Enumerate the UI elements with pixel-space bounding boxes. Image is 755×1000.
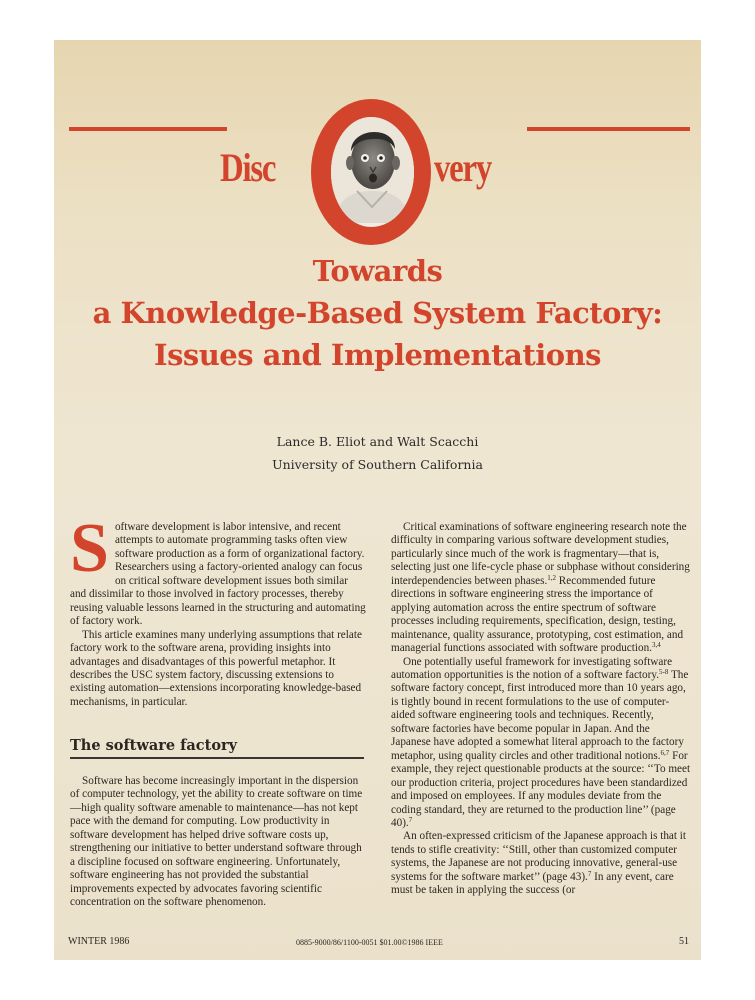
text: For example, they reject questionable products at the source: ‘‘To meet our production criteria, project procedures have been standardized and imposed on employees. If any modules deviate from the coding standard, they are returned to the production line’’ (page 40). bbox=[391, 749, 691, 829]
boy-portrait-photo bbox=[327, 111, 417, 223]
citation: 3,4 bbox=[651, 641, 661, 650]
text: One potentially useful framework for investigating software automation opportunities is the notion of a software factory. bbox=[391, 655, 673, 681]
header-word-left: Disc bbox=[220, 145, 276, 190]
affiliation: University of Southern California bbox=[272, 457, 483, 472]
article-title-line-3: Issues and Implementations bbox=[154, 338, 601, 372]
citation: 1,2 bbox=[547, 573, 556, 582]
text: In any event, care must be taken in applying the success (or bbox=[391, 870, 674, 897]
article-title-line-2: a Knowledge-Based System Factory: bbox=[92, 296, 663, 330]
body-paragraph: Software has become increasingly important in the dispersion of computer technology, yet the ability to create software on time—high quality software amenable to maintenance—has not kept pace with the demand for computing. Low productivity in software development has helped drive software costs up, strengthening our initiative to better understand software through a discipline focused on software engineering. Unfortunately, software engineering has not provided the substantial improvements expected by advocates favoring scientific concentration on the software phenomenon. bbox=[70, 775, 363, 909]
citation: 6,7 bbox=[660, 748, 670, 757]
right-body bbox=[391, 521, 691, 898]
text: Recommended future directions in software engineering stress the importance of applying automation across the entire spectrum of software processes including requirements, specification, design, testing, maintenance, quality assurance, prototyping, cost estimation, and managerial functions associated with software production. bbox=[391, 574, 684, 655]
abstract bbox=[70, 510, 366, 709]
header-rule-left bbox=[69, 127, 227, 131]
header-rule-right bbox=[527, 127, 690, 131]
section-heading: The software factory bbox=[70, 737, 238, 754]
authors: Lance B. Eliot and Walt Scacchi bbox=[276, 434, 479, 449]
right-paragraph-1 bbox=[391, 521, 691, 656]
drop-cap: S bbox=[70, 510, 109, 587]
header-word-right: very bbox=[434, 145, 492, 190]
right-paragraph-2 bbox=[391, 656, 691, 831]
footer-issue: WINTER 1986 bbox=[68, 936, 130, 947]
citation: 7 bbox=[587, 869, 592, 878]
footer-copyright: 0885-9000/86/1100-0051 $01.00©1986 IEEE bbox=[296, 938, 443, 947]
article-title-line-1: Towards bbox=[312, 254, 443, 288]
text: An often-expressed criticism of the Japanese approach is that it tends to stifle creativity: ‘‘Still, other than customized computer systems, the Japanese are not producing innovative, general-use systems for the software market’’ (page 43). bbox=[391, 830, 687, 883]
page-number: 51 bbox=[679, 936, 689, 947]
section-heading-rule bbox=[70, 757, 364, 759]
left-body bbox=[70, 775, 366, 910]
text: Critical examinations of software engineering research note the difficulty in comparing various software development studies, particularly since much of the work is fragmentary—that is, selecting just one life-cycle phase or subphase without considering interdependencies between phases. bbox=[391, 521, 690, 587]
header-big-o-frame bbox=[311, 99, 431, 245]
citation: 5-8 bbox=[659, 667, 669, 676]
right-paragraph-3 bbox=[391, 830, 691, 897]
abstract-paragraph-1: oftware development is labor intensive, and recent attempts to automate programming tasks often view software production as a form of organizational factory. Researchers using a factory-oriented analogy can focus on critical software development issues both similar and dissimilar to those involved in factory processes, thereby reusing valuable lessons learned in the structuring and automating of factory work. bbox=[70, 521, 366, 628]
journal-page bbox=[54, 40, 701, 960]
text: The software factory concept, first introduced more than 10 years ago, is tightly bound in recent formulations to the use of computer-aided software engineering tools and techniques. Recently, software factories have become popular in Japan. And the Japanese have adopted a somewhat literal approach to the factory metaphor, using quality circles and other traditional notions. bbox=[391, 668, 689, 762]
citation: 7 bbox=[408, 815, 413, 824]
abstract-paragraph-2: This article examines many underlying assumptions that relate factory work to the software arena, providing insights into advantages and disadvantages of this powerful metaphor. It describes the USC system factory, discussing extensions to existing automation—extensions incorporating knowledge-based mechanisms, in particular. bbox=[70, 628, 362, 708]
